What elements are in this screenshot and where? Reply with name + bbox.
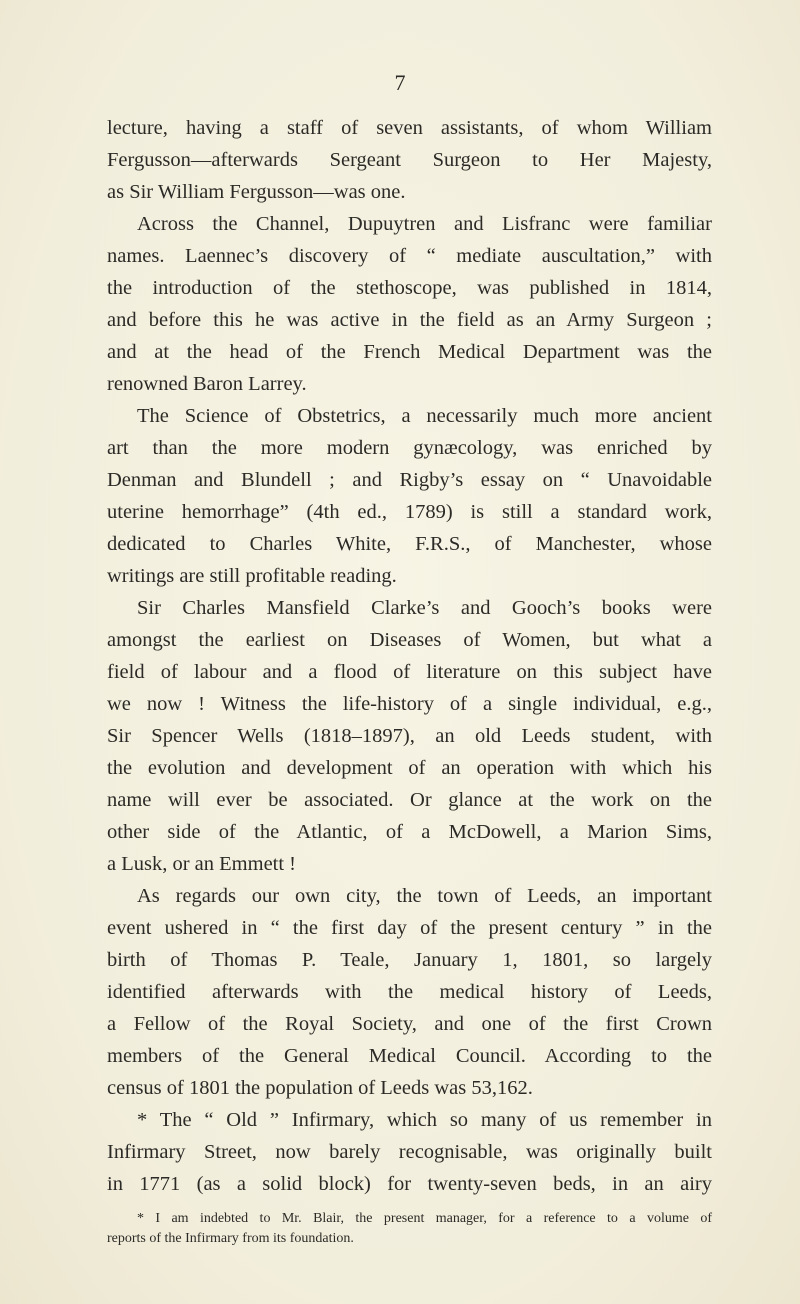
text-line: amongst the earliest on Diseases of Women, but what a: [107, 629, 712, 651]
text-line: Fergusson—afterwards Sergeant Surgeon to Her Majesty,: [107, 149, 712, 171]
text-line: and at the head of the French Medical Department was the: [107, 341, 712, 363]
text-line: identified afterwards with the medical history of Leeds,: [107, 981, 712, 1003]
text-line: as Sir William Fergusson—was one.: [107, 181, 406, 203]
text-line: field of labour and a flood of literature on this subject have: [107, 661, 712, 683]
text-line: uterine hemorrhage” (4th ed., 1789) is still a standard work,: [107, 501, 712, 523]
text-line: a Lusk, or an Emmett !: [107, 853, 297, 875]
text-line: Denman and Blundell ; and Rigby’s essay on “ Unavoidable: [107, 469, 712, 491]
text-line: other side of the Atlantic, of a McDowell, a Marion Sims,: [107, 821, 712, 843]
footnote-line: reports of the Infirmary from its foundation.: [107, 1231, 354, 1246]
text-line: and before this he was active in the field as an Army Surgeon ;: [107, 309, 712, 331]
text-line: the introduction of the stethoscope, was published in 1814,: [107, 277, 712, 299]
text-line: The Science of Obstetrics, a necessarily much more ancient: [137, 405, 712, 427]
text-line: birth of Thomas P. Teale, January 1, 1801, so largely: [107, 949, 712, 971]
text-line: event ushered in “ the first day of the present century ” in the: [107, 917, 712, 939]
text-line: * The “ Old ” Infirmary, which so many of us remember in: [137, 1109, 712, 1131]
text-line: lecture, having a staff of seven assistants, of whom William: [107, 117, 712, 139]
text-line: renowned Baron Larrey.: [107, 373, 307, 395]
text-line: in 1771 (as a solid block) for twenty-seven beds, in an airy: [107, 1173, 712, 1195]
footnote-line: * I am indebted to Mr. Blair, the present manager, for a reference to a volume of: [137, 1211, 712, 1226]
text-line: a Fellow of the Royal Society, and one of the first Crown: [107, 1013, 712, 1035]
text-line: art than the more modern gynæcology, was enriched by: [107, 437, 712, 459]
text-line: Sir Spencer Wells (1818–1897), an old Leeds student, with: [107, 725, 712, 747]
text-line: writings are still profitable reading.: [107, 565, 397, 587]
text-line: Across the Channel, Dupuytren and Lisfranc were familiar: [137, 213, 712, 235]
text-line: census of 1801 the population of Leeds was 53,162.: [107, 1077, 533, 1099]
text-line: dedicated to Charles White, F.R.S., of Manchester, whose: [107, 533, 712, 555]
text-line: Sir Charles Mansfield Clarke’s and Gooch’s books were: [137, 597, 712, 619]
footnote: [107, 1209, 712, 1249]
page-number: 7: [394, 70, 406, 95]
text-line: names. Laennec’s discovery of “ mediate auscultation,” with: [107, 245, 712, 267]
text-line: As regards our own city, the town of Leeds, an important: [137, 885, 712, 907]
text-line: Infirmary Street, now barely recognisable, was originally built: [107, 1141, 712, 1163]
text-line: members of the General Medical Council. According to the: [107, 1045, 712, 1067]
body-text: [107, 112, 712, 1200]
text-line: the evolution and development of an operation with which his: [107, 757, 712, 779]
text-line: we now ! Witness the life-history of a single individual, e.g.,: [107, 693, 712, 715]
text-line: name will ever be associated. Or glance at the work on the: [107, 789, 712, 811]
